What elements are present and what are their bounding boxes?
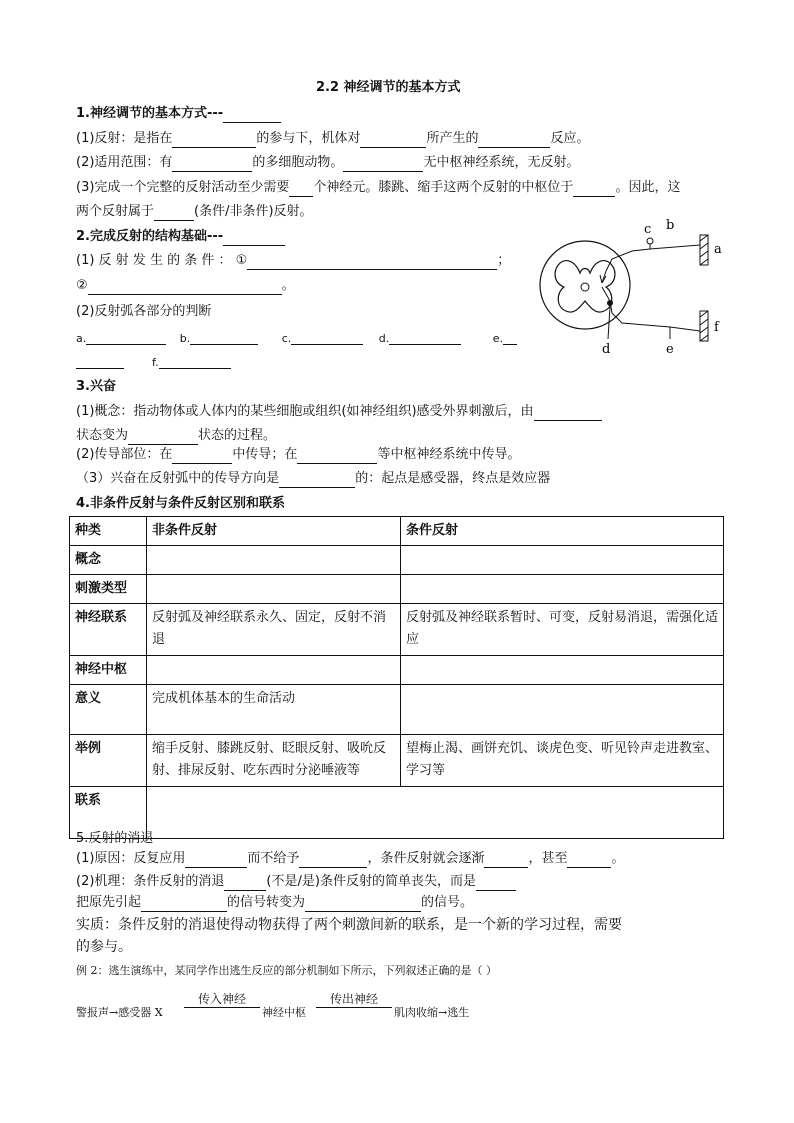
table-cell bbox=[401, 656, 724, 685]
table-cell: 意义 bbox=[70, 685, 147, 735]
section5-heading: 5.反射的消退 bbox=[76, 831, 154, 846]
table-header-cell: 种类 bbox=[70, 517, 147, 546]
table-cell: 概念 bbox=[70, 546, 147, 575]
arrow-afferent-label: 传入神经 bbox=[184, 990, 260, 1008]
table-cell bbox=[401, 546, 724, 575]
table-cell bbox=[147, 656, 401, 685]
section2-heading: 2.完成反射的结构基础--- bbox=[76, 228, 285, 246]
section4-heading: 4.非条件反射与条件反射区别和联系 bbox=[76, 496, 285, 511]
table-header-cell: 非条件反射 bbox=[147, 517, 401, 546]
table-header-row bbox=[70, 517, 724, 546]
label-e: e bbox=[666, 342, 674, 355]
table-cell: 反射弧及神经联系暂时、可变，反射易消退，需强化适应 bbox=[401, 604, 724, 656]
table-row bbox=[70, 685, 724, 735]
table-cell: 举例 bbox=[70, 735, 147, 787]
label-a: a bbox=[714, 242, 722, 257]
section1-line1: (1)反射：是指在 的参与下，机体对 所产生的 反应。 bbox=[76, 131, 590, 146]
table-cell: 联系 bbox=[70, 787, 147, 839]
table-row bbox=[70, 735, 724, 787]
table-cell: 望梅止渴、画饼充饥、谈虎色变、听见铃声走进教室、学习等 bbox=[401, 735, 724, 787]
label-d: d bbox=[602, 342, 611, 355]
table-cell bbox=[147, 546, 401, 575]
section3-line1: (1)概念：指动物体或人体内的某些细胞或组织(如神经组织)感受外界刺激后，由 bbox=[76, 403, 602, 421]
table-cell bbox=[147, 787, 724, 839]
table-cell bbox=[401, 685, 724, 735]
reflex-arc-blanks-row2: f. bbox=[76, 354, 231, 369]
table-row bbox=[70, 546, 724, 575]
section5-line3: 把原先引起 的信号转变为 的信号。 bbox=[76, 895, 474, 910]
label-b: b bbox=[666, 218, 675, 233]
section5-essence-cont: 的参与。 bbox=[76, 939, 132, 955]
section5-line2: (2)机理：条件反射的消退 (不是/是)条件反射的简单丧失，而是 bbox=[76, 873, 516, 891]
table-cell: 缩手反射、膝跳反射、眨眼反射、吸吮反射、排尿反射、吃东西时分泌唾液等 bbox=[147, 735, 401, 787]
table-cell: 完成机体基本的生命活动 bbox=[147, 685, 401, 735]
section1-line3: (3)完成一个完整的反射活动至少需要 个神经元。膝跳、缩手这两个反射的中枢位于 。因此，这 bbox=[76, 180, 681, 195]
table-header-cell: 条件反射 bbox=[401, 517, 724, 546]
table-row bbox=[70, 575, 724, 604]
section3-line2: 状态变为 状态的过程。 bbox=[76, 428, 277, 443]
table-cell bbox=[147, 575, 401, 604]
table-cell: 反射弧及神经联系永久、固定，反射不消退 bbox=[147, 604, 401, 656]
arrow-efferent-label: 传出神经 bbox=[316, 990, 392, 1008]
reflex-arc-blanks-row1: a. b. c. d. e. bbox=[76, 330, 517, 345]
section2-line1: (1) 反 射 发 生 的 条 件 ： ① ； bbox=[76, 253, 511, 268]
example-question: 例 2：逃生演练中，某同学作出逃生反应的部分机制如下所示，下列叙述正确的是（ ） bbox=[76, 964, 497, 977]
section3-heading: 3.兴奋 bbox=[76, 379, 116, 394]
reflex-arc-diagram bbox=[530, 215, 730, 355]
section1-line4: 两个反射属于 (条件/非条件)反射。 bbox=[76, 204, 313, 219]
label-c: c bbox=[644, 222, 652, 237]
example-flow-end: 肌肉收缩→逃生 bbox=[394, 1006, 470, 1019]
section2-line3: (2)反射弧各部分的判断 bbox=[76, 304, 212, 319]
section1-heading: 1.神经调节的基本方式--- bbox=[76, 105, 281, 123]
table-row bbox=[70, 604, 724, 656]
section3-line3: (2)传导部位：在 中传导；在 等中枢神经系统中传导。 bbox=[76, 447, 521, 462]
section3-line4: （3）兴奋在反射弧中的传导方向是 的：起点是感受器，终点是效应器 bbox=[76, 471, 551, 486]
table-cell: 刺激类型 bbox=[70, 575, 147, 604]
table-row bbox=[70, 787, 724, 839]
comparison-table bbox=[69, 516, 724, 839]
table-row bbox=[70, 656, 724, 685]
label-f: f bbox=[714, 320, 719, 335]
section1-line2: (2)适用范围：有 的多细胞动物。 无中枢神经系统，无反射。 bbox=[76, 155, 580, 170]
example-flow-start: 警报声→感受器 X bbox=[76, 1006, 163, 1019]
section5-essence: 实质：条件反射的消退使得动物获得了两个刺激间新的联系，是一个新的学习过程，需要 bbox=[76, 917, 622, 933]
section5-line1: (1)原因：反复应用 而不给予 ，条件反射就会逐渐 ，甚至 。 bbox=[76, 851, 625, 866]
table-cell: 神经联系 bbox=[70, 604, 147, 656]
example-flow-center: 神经中枢 bbox=[262, 1006, 306, 1019]
page-title: 2.2 神经调节的基本方式 bbox=[316, 80, 461, 95]
table-cell: 神经中枢 bbox=[70, 656, 147, 685]
section2-line2: ② 。 bbox=[76, 278, 295, 293]
table-cell bbox=[401, 575, 724, 604]
